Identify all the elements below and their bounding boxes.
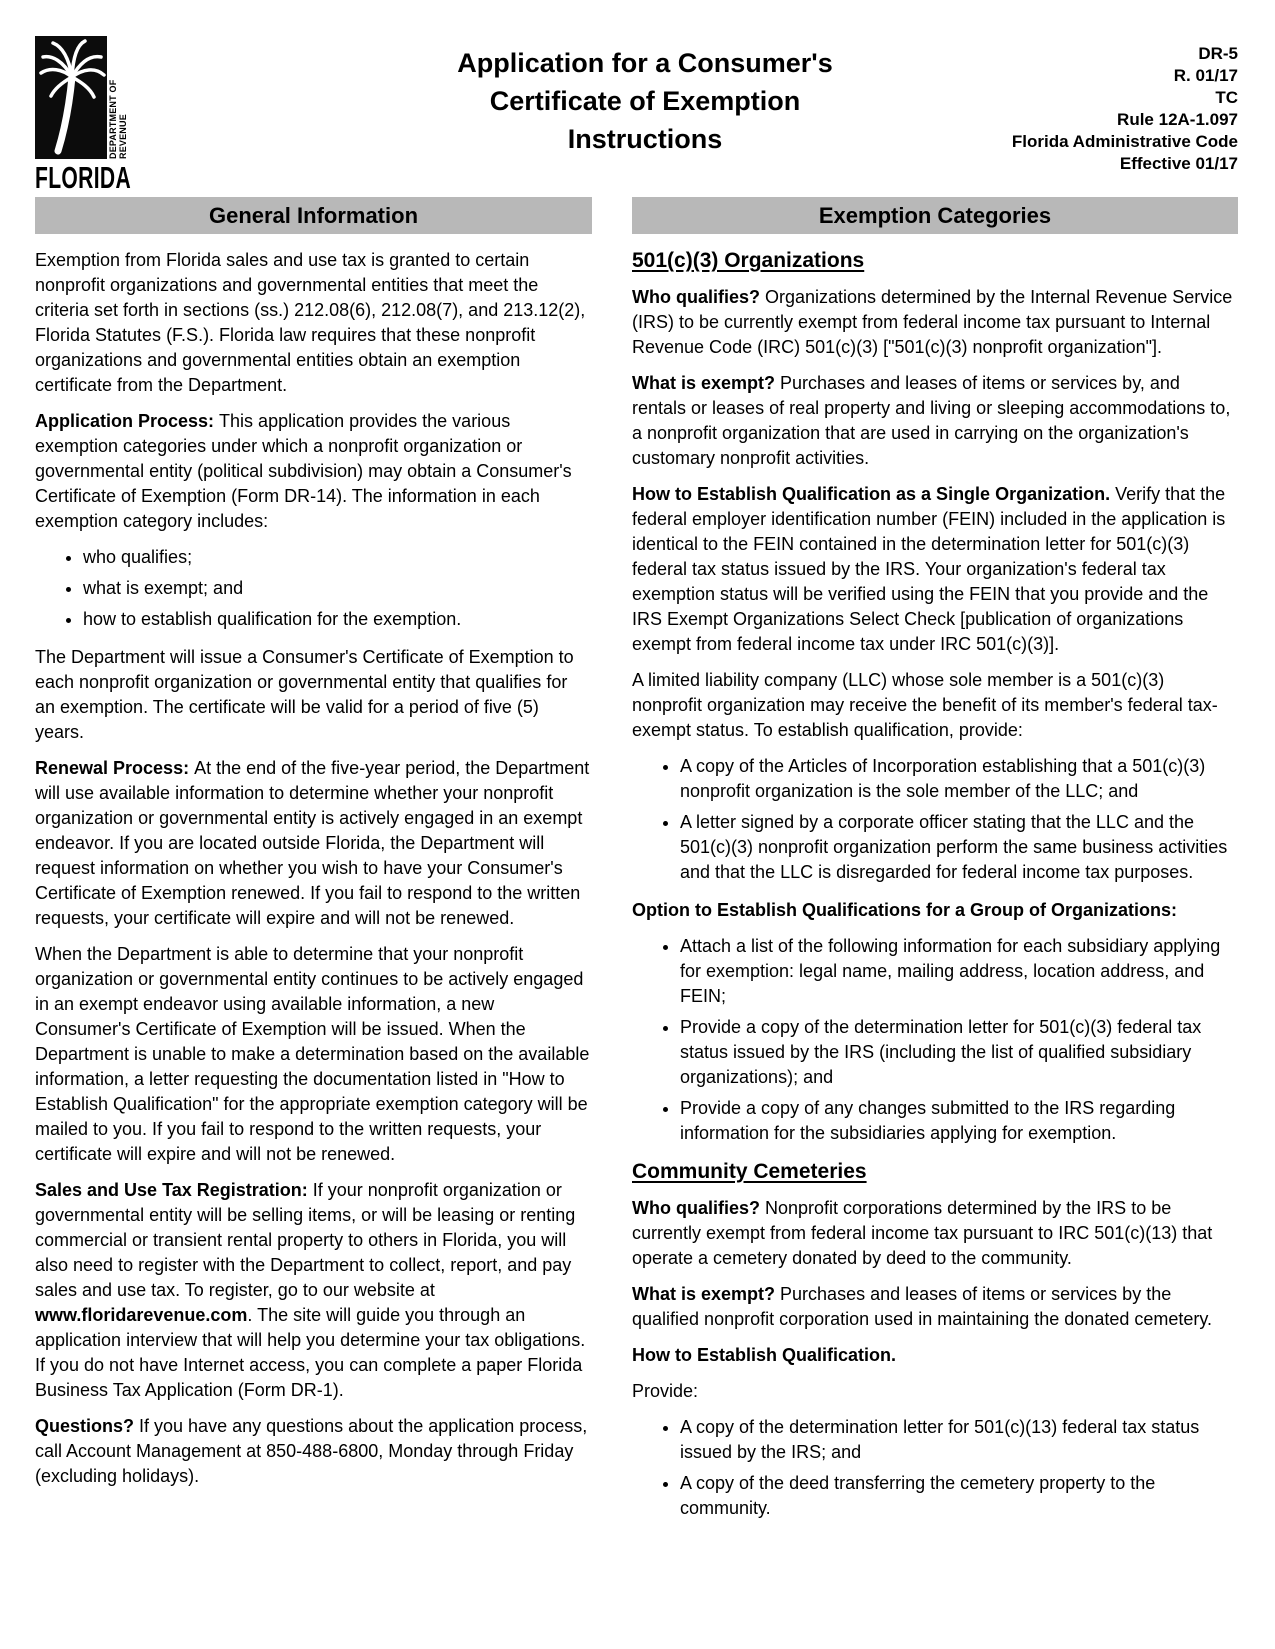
form-tc: TC xyxy=(1215,88,1238,107)
title-line-3: Instructions xyxy=(567,124,723,154)
bullet-item: • Provide a copy of any changes submitted to the IRS regarding information for the subsidiaries applying for exemption. xyxy=(680,1096,1238,1146)
form-rule: Rule 12A-1.097 xyxy=(1117,110,1238,129)
paragraph: When the Department is able to determine that your nonprofit organization or governmental entity continues to be actively engaged in an exempt endeavor using available information, a new Consumer's Certificate of Exemption will be issued. When the Department is unable to make a determination based on the available information, a letter requesting the documentation listed in "How to Establish Qualification" for the appropriate exemption category will be mailed to you. If you fail to respond to the written requests, your certificate will expire and will not be renewed. xyxy=(35,944,590,1164)
paragraph: Application Process: This application provides the various exemption categories under which a nonprofit organization or governmental entity (political subdivision) may obtain a Consumer's Certificate of Exemption (Form DR-14). The information in each exemption category includes: xyxy=(35,411,572,531)
bullet-item: • Attach a list of the following information for each subsidiary applying for exemption: legal name, mailing address, location address, and FEIN; xyxy=(680,934,1238,1009)
category-heading: Community Cemeteries xyxy=(632,1160,867,1183)
section-header-bar xyxy=(632,197,1238,234)
bullet-item: • A copy of the Articles of Incorporation establishing that a 501(c)(3) nonprofit organization is the sole member of the LLC; and xyxy=(680,754,1238,804)
bullet-item: • how to establish qualification for the exemption. xyxy=(83,607,592,632)
general-information-section xyxy=(35,197,592,1534)
paragraph: Exemption from Florida sales and use tax is granted to certain nonprofit organizations and governmental entities that meet the criteria set forth in sections (ss.) 212.08(6), 212.08(7), and 213.12(2), Florida Statutes (F.S.). Florida law requires that these nonprofit organizations and governmental entities obtain an exemption certificate from the Department. xyxy=(35,250,586,395)
paragraph: Who qualifies? Organizations determined by the Internal Revenue Service (IRS) to be currently exempt from federal income tax pursuant to Internal Revenue Code (IRC) 501(c)(3) ["501(c)(3) nonprofit organization"]. xyxy=(632,287,1233,357)
category-heading: 501(c)(3) Organizations xyxy=(632,249,865,272)
paragraph: Questions? If you have any questions about the application process, call Account Management at 850-488-6800, Monday through Friday (excluding holidays). xyxy=(35,1416,588,1486)
page-header xyxy=(35,36,1238,194)
paragraph: What is exempt? Purchases and leases of items or services by, and rentals or leases of real property and living or sleeping accommodations to, a nonprofit organization that are used in carrying on the organization's customary nonprofit activities. xyxy=(632,373,1231,468)
paragraph: A limited liability company (LLC) whose sole member is a 501(c)(3) nonprofit organization may receive the benefit of its member's federal tax-exempt status. To establish qualification, provide: xyxy=(632,670,1218,740)
paragraph: How to Establish Qualification as a Single Organization. Verify that the federal employer identification number (FEIN) included in the application is identical to the FEIN contained in the determination letter for 501(c)(3) federal tax status issued by the IRS. Your organization's federal tax exemption status will be verified using the FEIN that you provide and the IRS Exempt Organizations Select Check [publication of organizations exempt from federal income tax under IRC 501(c)(3)]. xyxy=(632,484,1226,654)
paragraph: How to Establish Qualification. xyxy=(632,1345,897,1365)
section-title: Exemption Categories xyxy=(818,203,1052,228)
paragraph: Option to Establish Qualifications for a Group of Organizations: xyxy=(632,900,1178,920)
section-header-bar xyxy=(35,197,592,234)
section-title: General Information xyxy=(208,203,419,228)
paragraph: Renewal Process: At the end of the five-year period, the Department will use available information to determine whether your nonprofit organization or governmental entity is actively engaged in an exempt endeavor. If you are located outside Florida, the Department will request information on whether you wish to have your Consumer's Certificate of Exemption renewed. If you fail to respond to the written requests, your certificate will expire and will not be renewed. xyxy=(35,758,590,928)
bullet-item: • A copy of the deed transferring the cemetery property to the community. xyxy=(680,1471,1238,1521)
bullet-list xyxy=(632,934,1238,1146)
form-meta xyxy=(1012,43,1238,175)
form-effective-date: Effective 01/17 xyxy=(1119,154,1238,173)
florida-dor-logo xyxy=(35,36,165,196)
logo-department-label: DEPARTMENT OF REVENUE xyxy=(108,79,128,159)
section-body xyxy=(35,248,592,1489)
two-column-layout xyxy=(35,197,1238,1534)
paragraph: The Department will issue a Consumer's Certificate of Exemption to each nonprofit organization or governmental entity that qualifies for an exemption. The certificate will be valid for a period of five (5) years. xyxy=(35,647,574,742)
bullet-item: • who qualifies; xyxy=(83,545,592,570)
title-line-2: Certificate of Exemption xyxy=(489,86,801,116)
paragraph: Sales and Use Tax Registration: If your nonprofit organization or governmental entity will be selling items, or will be leasing or renting commercial or transient rental property to others in Florida, you will also need to register with the Department to collect, report, and pay sales and use tax. To register, go to our website at www.floridarevenue.com. The site will guide you through an application interview that will help you determine your tax obligations. If you do not have Internet access, you can complete a paper Florida Business Tax Application (Form DR-1). xyxy=(35,1180,586,1400)
form-admin-code: Florida Administrative Code xyxy=(1011,132,1238,151)
page-title xyxy=(325,44,965,158)
form-number: DR-5 xyxy=(1198,44,1238,63)
paragraph: Provide: xyxy=(632,1381,699,1401)
title-line-1: Application for a Consumer's xyxy=(457,48,833,78)
exemption-categories-section xyxy=(632,197,1238,1534)
section-body xyxy=(632,248,1238,1521)
bullet-item: • Provide a copy of the determination letter for 501(c)(3) federal tax status issued by the IRS (including the list of qualified subsidiary organizations); and xyxy=(680,1015,1238,1090)
paragraph: Who qualifies? Nonprofit corporations determined by the IRS to be currently exempt from federal income tax pursuant to IRC 501(c)(13) that operate a cemetery donated by deed to the community. xyxy=(632,1198,1213,1268)
paragraph: What is exempt? Purchases and leases of items or services by the qualified nonprofit corporation used in maintaining the donated cemetery. xyxy=(632,1284,1213,1329)
bullet-list xyxy=(35,545,592,632)
bullet-item: • A letter signed by a corporate officer stating that the LLC and the 501(c)(3) nonprofit organization perform the same business activities and that the LLC is disregarded for federal income tax purposes. xyxy=(680,810,1238,885)
bullet-list xyxy=(632,754,1238,885)
bullet-item: • A copy of the determination letter for 501(c)(13) federal tax status issued by the IRS; and xyxy=(680,1415,1238,1465)
bullet-item: • what is exempt; and xyxy=(83,576,592,601)
palm-tree-icon xyxy=(35,36,107,159)
form-revision: R. 01/17 xyxy=(1173,66,1238,85)
logo-brand: FLORIDA xyxy=(35,160,132,195)
bullet-list xyxy=(632,1415,1238,1521)
